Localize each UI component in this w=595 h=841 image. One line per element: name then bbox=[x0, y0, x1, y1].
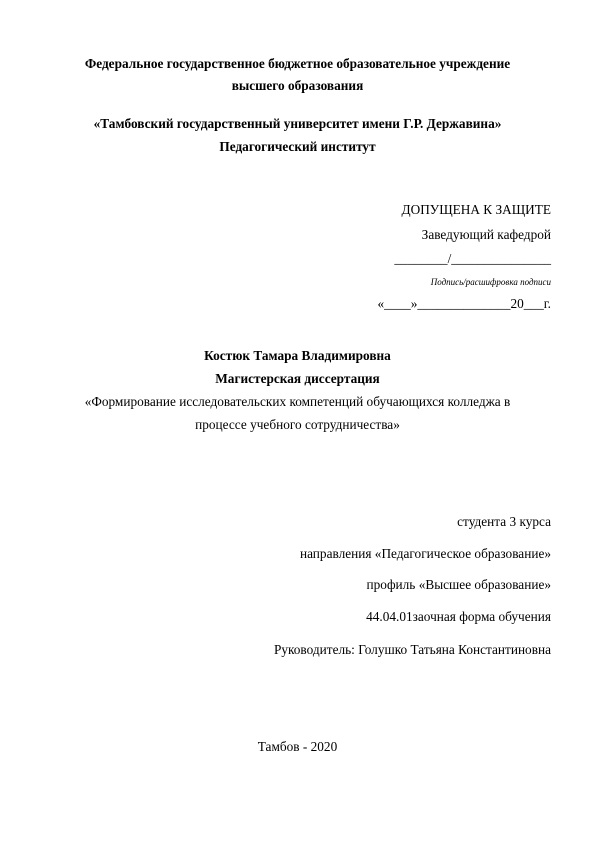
student-course: студента 3 курса bbox=[457, 514, 551, 529]
study-form: 44.04.01заочная форма обучения bbox=[366, 609, 551, 624]
org-line-1: Федеральное государственное бюджетное образовательное учреждение bbox=[84, 56, 511, 71]
thesis-title-line-2: процессе учебного сотрудничества» bbox=[195, 417, 400, 432]
city-year: Тамбов - 2020 bbox=[257, 739, 338, 754]
signature-caption: Подпись/расшифровка подписи bbox=[430, 277, 551, 287]
thesis-title-line-1: «Формирование исследовательских компетенций обучающихся колледжа в bbox=[84, 394, 511, 409]
student-profile: профиль «Высшее образование» bbox=[366, 577, 551, 592]
approval-title: ДОПУЩЕНА К ЗАЩИТЕ bbox=[401, 202, 551, 217]
approval-date-line: «____»______________20___г. bbox=[377, 296, 551, 311]
approval-role: Заведующий кафедрой bbox=[421, 227, 551, 242]
supervisor: Руководитель: Голушко Татьяна Константиновна bbox=[273, 642, 551, 657]
university-name: «Тамбовский государственный университет имени Г.Р. Державина» bbox=[93, 116, 502, 131]
student-direction: направления «Педагогическое образование» bbox=[299, 546, 551, 561]
thesis-type: Магистерская диссертация bbox=[215, 371, 380, 386]
org-line-2: высшего образования bbox=[231, 78, 364, 93]
signature-line: ________/_______________ bbox=[394, 251, 551, 266]
institute-name: Педагогический институт bbox=[219, 139, 376, 154]
author-name: Костюк Тамара Владимировна bbox=[204, 348, 391, 363]
